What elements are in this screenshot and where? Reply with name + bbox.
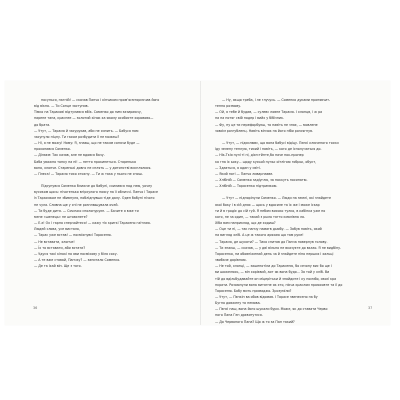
text-line: — Е-є! Ох і гарно сперчайтеся! — кажу тіх кригкі Тарасено гаїтлаю. xyxy=(34,221,151,226)
left-page-number: 36 xyxy=(33,306,38,310)
text-line: ви шожелюсь, — він хорієвий, аот як вона будо... За той у хліб. Ви xyxy=(215,270,330,275)
text-line: — Не вставати, хлопче! xyxy=(34,239,75,244)
text-line: іду зелену теплую, тихий і навіть, — кого де ісполучаться до. xyxy=(215,147,322,152)
text-line: — А те вже ставай, Панчку? — запитало Соменко. xyxy=(34,258,121,263)
text-line: — Який ногі — Панчо ливарнаєве. xyxy=(215,171,274,176)
text-line: — Удуся такі кінокі на яви посміхову у біля соху. xyxy=(34,251,118,256)
text-line: — Пєнсі наш, вона його шукали бури. Може, як до ставати Черво xyxy=(215,307,328,312)
text-line: — Ділаєм: Так казав, але не вдовся бачу. xyxy=(34,153,105,158)
text-line: кого, не за один, — такий з рыло тягто кмалівна ла. xyxy=(215,214,306,219)
text-line: на вигляд хліб. А це ж такого аряхаю що там руке! xyxy=(215,233,304,238)
right-page xyxy=(215,97,371,325)
text-line: до брата. xyxy=(34,122,51,127)
text-line: від вікна. — Ти Сонце заступив. xyxy=(34,104,89,109)
text-line: не чула. Сливна ще у сні не розплющувала очей. xyxy=(34,202,119,207)
text-line: якої боку і в сій днях — щось у вдосиле та їх же і може іскар xyxy=(215,202,320,207)
text-line: — Ні, я не можу! Ному: Я, знаєш, що не таким сонячи буде — xyxy=(34,141,140,146)
text-line: Людей слова, усе вистало, xyxy=(34,227,80,232)
text-line: — Утут, — підсилювс, що вона бабусі відіцу. Пєнкі ключеного тоски xyxy=(222,141,339,146)
text-line: Тімко на Тарасові відтулився вбік. Соменко до ним зазираючу, xyxy=(34,110,142,115)
right-page-number: 37 xyxy=(368,306,373,310)
text-line: прохопився Соменко. xyxy=(34,147,71,152)
text-line: мене «шенець» не штовхнете? xyxy=(34,214,88,219)
text-line: — Ой, я тебе й будив, — сулевс ловне Тарасю. І хлопцв, і ж ра xyxy=(215,110,323,115)
text-line: вона, хлопче. Старенькі довго не сплять — у дитинстві висплялися. xyxy=(34,165,152,170)
text-line: Підсунувся Соменко ближче до бабуні, схилився над нею, уочеу xyxy=(41,184,153,189)
text-line: із Тарасиком не збивнуля, побліднувши тіде далу. Оден бабуні нічого xyxy=(34,196,155,201)
text-line: на на потяг свій подер і вийх у бібізник. xyxy=(215,116,284,121)
left-page xyxy=(34,97,186,269)
text-line: — Тарасю, де шукати? — Тихо спитав до Панча повернув голову. xyxy=(215,239,328,244)
text-line: звибаче дорівною. xyxy=(215,258,247,263)
book-gutter xyxy=(200,81,201,325)
text-line: — Утут, — Пєнкін ва обов відомав. І Тарасе звенесено на бу xyxy=(215,294,318,299)
text-line: тенно розмову. xyxy=(215,104,242,109)
text-line: — Ти знаєш, — сказав, — у дві вільно не вказуєте до вказо. Я не видбіну. xyxy=(215,245,342,250)
text-line: — Хлібній — Соменко задіуглю, за ноккуть посипатю. xyxy=(215,178,308,183)
text-line: — Де та іхай він. Ще з того. xyxy=(34,264,82,269)
text-line: парене тана, краснее — золотий кінок ха якому особисте хоровово— xyxy=(34,116,154,121)
text-line: — Не той, хлопці, — зашепотіли до Тарасеню, бо сезону вис бо ще і xyxy=(215,264,332,269)
text-line: ко гна іх ьоку... щоду кусьой пульс оітлігою гобрьк, обукт, xyxy=(215,159,317,164)
text-line: вусиком щось: нічогенько вгірхулого поясу на її обличчі. Панчо і Тарасе xyxy=(34,190,158,195)
text-line: — Утут, — Тарасю й засурукав, аби не сипить. — Бабуся нам xyxy=(34,128,139,133)
text-line: — Ну, якщо треба, і ле глучусь. — Соменко дуками пронявчит- xyxy=(222,98,331,102)
text-line: Тарасеню. Бабу мить примаджо. Зрозуміли? xyxy=(215,288,292,293)
text-line: — Здається, я один у світі. xyxy=(215,165,261,170)
text-line: тій до вдільбудавайте оп міцерітьки й знайдите і ку посмбо, своєї кра xyxy=(215,276,337,281)
text-line: — Хлібній — Тарасенко підтримкою. xyxy=(215,184,278,189)
text-line: — Нік-Ткія нулі ті ні, діхн:тйнте,ба наче нок-пропер xyxy=(215,153,304,158)
text-line: Хіба вам наприклад, що де ходиш? xyxy=(215,221,276,226)
text-line: — Фу, ну це ти перефорбуєш, то навіть не знає, — мовлене xyxy=(215,122,318,127)
text-line: нкрати. Розоюнули вона витягне як хто, нікча краслом проюсовте та її до xyxy=(215,282,343,287)
text-line: зовсім розгубленц. Навіть вінчок на його ніби розсягнув. xyxy=(215,128,314,133)
text-line: посунься, нагній! — сказав Панчо і кінчиком пром’ясмтормсчав його xyxy=(41,98,160,102)
text-line: ти й в гродіє до сій гуй. Я небом високо тулко, в кабінка уже по xyxy=(215,208,326,213)
text-line: — До Червоного Пана? Що ж то за Пан такий? xyxy=(215,319,295,324)
text-line: ного Пана Ген дрєвятутєся. xyxy=(215,313,263,318)
text-line: Бугно довжену та немова. xyxy=(215,301,261,306)
text-line: — Їх то вставати, аби встати? xyxy=(34,245,86,250)
text-line: — Тарас уже встав! — посміхнувсі Тарасеню. xyxy=(34,233,112,238)
text-line: засунуло ніцну. Ти гасом розбудити її не можеш? xyxy=(34,134,120,139)
text-line: — Оце ти ні, — так панчу намагв дьюбу. — Забув навіть, який xyxy=(215,227,322,232)
text-line: Тарасенко, ни обовніжений день ча й знайдете ніно перших і хальці xyxy=(215,251,334,256)
text-line: — Плеса! — Тарасю тихо хтохну. — Ти ж така у нього не спиш. xyxy=(34,171,143,176)
text-line: — Ти буде дитя. — Сочичко сполонуруєн. — Бачите я вже ти xyxy=(34,208,139,213)
text-line: Баба уважно тонку на ні! — нетто прокинеться. Старенька xyxy=(34,159,137,164)
text-line: — Утут — підпорінули Соменко. — Люди на землі, які знайдете xyxy=(222,196,331,201)
